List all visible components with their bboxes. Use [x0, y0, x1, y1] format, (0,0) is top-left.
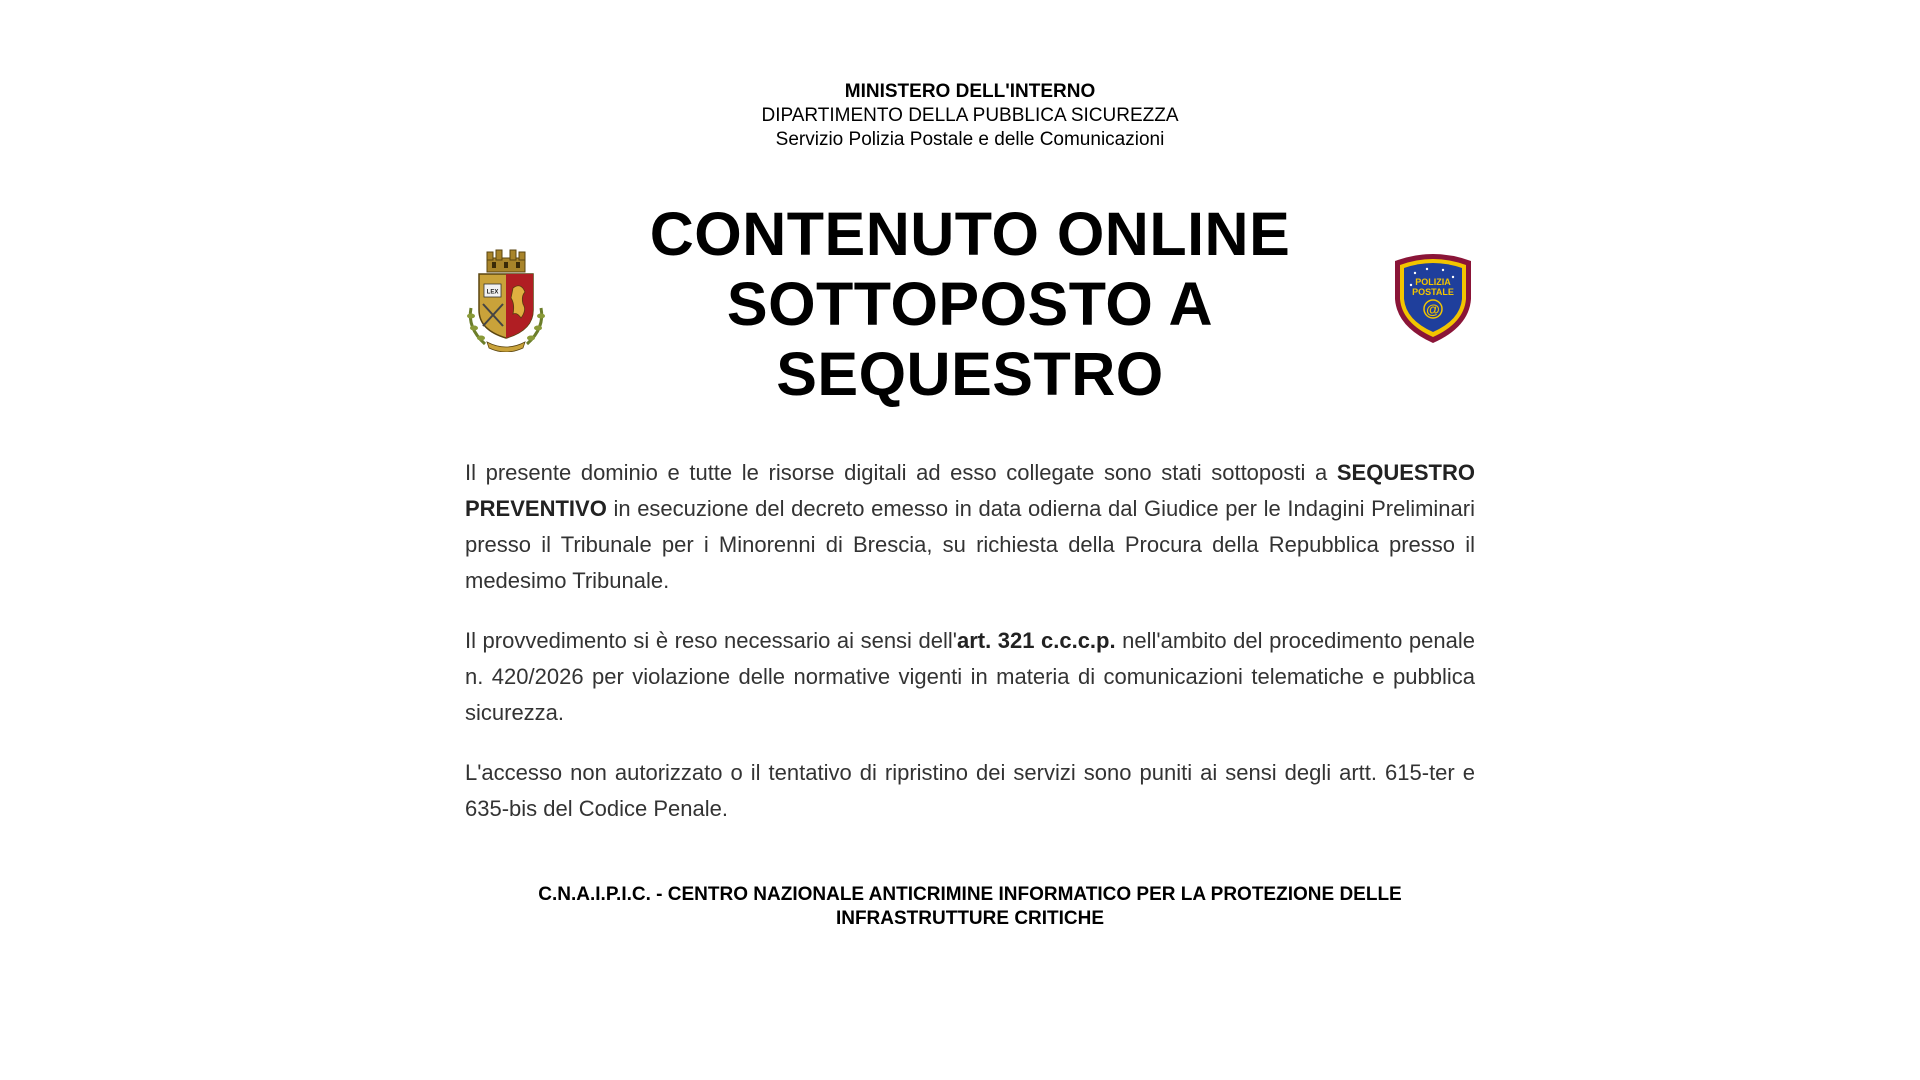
seizure-title	[465, 199, 1475, 409]
paragraph-seizure-order	[465, 455, 1475, 599]
paragraph-2-text: Il provvedimento si è reso necessario ai sensi dell'	[465, 628, 957, 653]
badge-at-symbol: @	[1426, 301, 1440, 317]
title-line-3: SEQUESTRO	[776, 340, 1164, 408]
paragraph-1-text: Il presente dominio e tutte le risorse digitali ad esso collegate sono stati sottoposti a	[465, 460, 1337, 485]
paragraph-1-bold: SEQUESTRO PREVENTIVO	[465, 460, 1475, 521]
paragraph-legal-basis	[465, 623, 1475, 731]
svg-text:LEX: LEX	[486, 289, 499, 296]
service-name: Servizio Polizia Postale e delle Comunicazioni	[775, 129, 1165, 150]
paragraph-penalties: L'accesso non autorizzato o il tentativo di ripristino dei servizi sono puniti ai sensi degli artt. 615-ter e 635-bis del Codice Penale.	[465, 760, 1475, 821]
department-name: DIPARTIMENTO DELLA PUBBLICA SICUREZZA	[761, 105, 1179, 126]
title-line-1: CONTENUTO ONLINE	[649, 200, 1291, 268]
title-line-2: SOTTOPOSTO A	[726, 270, 1214, 338]
badge-text-line-1: POLIZIA	[1415, 277, 1451, 287]
seizure-notice-page	[465, 80, 1475, 931]
cnaipic-footer: C.N.A.I.P.I.C. - CENTRO NAZIONALE ANTICRIMINE INFORMATICO PER LA PROTEZIONE DELLE INFRASTRUTTURE CRITICHE	[538, 884, 1402, 929]
notice-body	[465, 455, 1475, 827]
paragraph-1-text-after: in esecuzione del decreto emesso in data odierna dal Giudice per le Indagini Preliminari presso il Tribunale per i Minorenni di Brescia, su richiesta della Procura della Repubblica presso il medesimo Tribunale.	[465, 496, 1475, 593]
issuing-authority-header	[465, 80, 1475, 152]
polizia-postale-badge-icon	[1391, 251, 1475, 345]
paragraph-2-bold: art. 321 c.c.c.p.	[956, 628, 1116, 653]
ministry-name: MINISTERO DELL'INTERNO	[844, 81, 1096, 102]
title-row	[465, 199, 1475, 408]
badge-text-line-2: POSTALE	[1412, 287, 1454, 297]
paragraph-2-text-after: nell'ambito del procedimento penale n. 420/2026 per violazione delle normative vigenti in materia di comunicazioni telematiche e pubblica sicurezza.	[465, 628, 1475, 725]
